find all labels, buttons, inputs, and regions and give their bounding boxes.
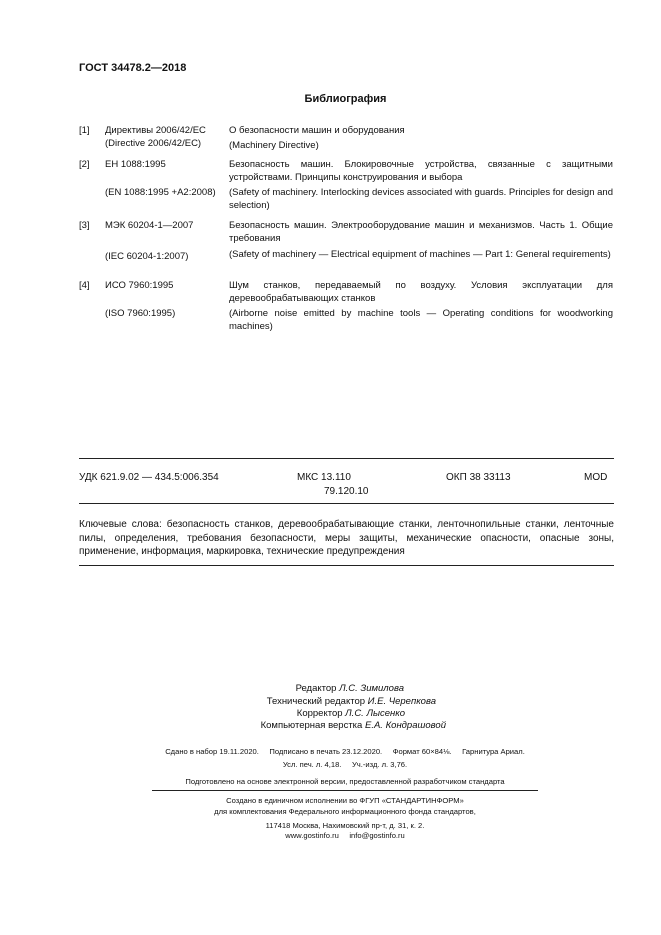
print-info-line3: Подготовлено на основе электронной версии, предоставленной разработчиком стандарта — [185, 777, 505, 786]
entry-description-alt: (Machinery Directive) — [229, 140, 319, 151]
standard-header: ГОСТ 34478.2—2018 — [79, 62, 187, 74]
mks-code: МКС 13.110 — [297, 472, 351, 483]
entry-number: [1] — [79, 125, 90, 136]
page-title: Библиография — [304, 93, 387, 105]
corrector-role: Корректор — [296, 708, 343, 719]
publisher-divider — [152, 790, 538, 791]
corrector-name: Л.С. Лысенко — [345, 708, 405, 719]
editor-line — [296, 683, 404, 694]
entry-number: [4] — [79, 280, 90, 291]
entry-reference-alt: (ISO 7960:1995) — [105, 308, 176, 319]
entry-number: [2] — [79, 159, 90, 170]
divider-top — [79, 458, 614, 459]
publisher-line1: Создано в единичном исполнении во ФГУП «СТАНДАРТИНФОРМ» — [226, 796, 464, 805]
divider-bottom — [79, 565, 614, 566]
entry-description: Безопасность машин. Электрооборудование машин и механизмов. Часть 1. Общие требования — [229, 220, 613, 244]
editor-role: Редактор — [295, 683, 337, 694]
entry-reference-alt: (EN 1088:1995 +A2:2008) — [105, 187, 216, 198]
tech-editor-role: Технический редактор — [266, 696, 366, 707]
print-info-line2: Усл. печ. л. 4,18. Уч.-изд. л. 3,76. — [282, 760, 408, 769]
mks-code-2: 79.120.10 — [324, 486, 369, 497]
layout-name: Е.А. Кондрашовой — [364, 720, 446, 731]
entry-number: [3] — [79, 220, 90, 231]
entry-reference: МЭК 60204-1—2007 — [105, 220, 194, 231]
corrector-line — [297, 708, 405, 719]
tech-editor-line — [267, 696, 436, 707]
layout-line — [261, 720, 446, 731]
okp-code: ОКП 38 33113 — [446, 472, 511, 483]
entry-reference: Директивы 2006/42/ЕС — [105, 125, 206, 136]
entry-reference-alt: (Directive 2006/42/EC) — [105, 138, 202, 149]
entry-description: Безопасность машин. Блокировочные устройства, связанные с защитными устройствами. Принципы конструирования и выбора — [229, 159, 613, 183]
tech-editor-name: И.Е. Черепкова — [367, 696, 436, 707]
layout-role: Компьютерная верстка — [260, 720, 363, 731]
publisher-line2: для комплектования Федерального информационного фонда стандартов, — [214, 807, 476, 816]
publisher-web: www.gostinfo.ru info@gostinfo.ru — [285, 831, 405, 840]
entry-reference: ИСО 7960:1995 — [105, 280, 174, 291]
entry-description: Шум станков, передаваемый по воздуху. Условия эксплуатации для деревообрабатывающих станков — [229, 280, 613, 304]
udk-code: УДК 621.9.02 — 434.5:006.354 — [79, 472, 219, 483]
publisher-address: 117418 Москва, Нахимовский пр-т, д. 31, к. 2. — [265, 821, 425, 830]
print-info-line1: Сдано в набор 19.11.2020. Подписано в печать 23.12.2020. Формат 60×84⅛. Гарнитура Ариал. — [165, 747, 525, 756]
entry-reference: ЕН 1088:1995 — [105, 159, 166, 170]
editor-name: Л.С. Зимилова — [339, 683, 404, 694]
entry-description-alt: (Airborne noise emitted by machine tools — Operating conditions for woodworking machines) — [229, 308, 613, 332]
mod-label: MOD — [584, 472, 608, 483]
divider-middle — [79, 503, 614, 504]
entry-description: О безопасности машин и оборудования — [229, 125, 405, 136]
keywords: Ключевые слова: безопасность станков, деревообрабатывающие станки, ленточнопильные станки, ленточные пилы, определения, требования безопасности, меры защиты, механические опасности, опасные зоны, применение, информация, маркировка, технические предупреждения — [79, 519, 614, 557]
entry-reference-alt: (IEC 60204-1:2007) — [105, 251, 189, 262]
entry-description-alt: (Safety of machinery — Electrical equipment of machines — Part 1: General requirements) — [229, 249, 611, 260]
entry-description-alt: (Safety of machinery. Interlocking devices associated with guards. Principles for design and selection) — [229, 187, 613, 211]
